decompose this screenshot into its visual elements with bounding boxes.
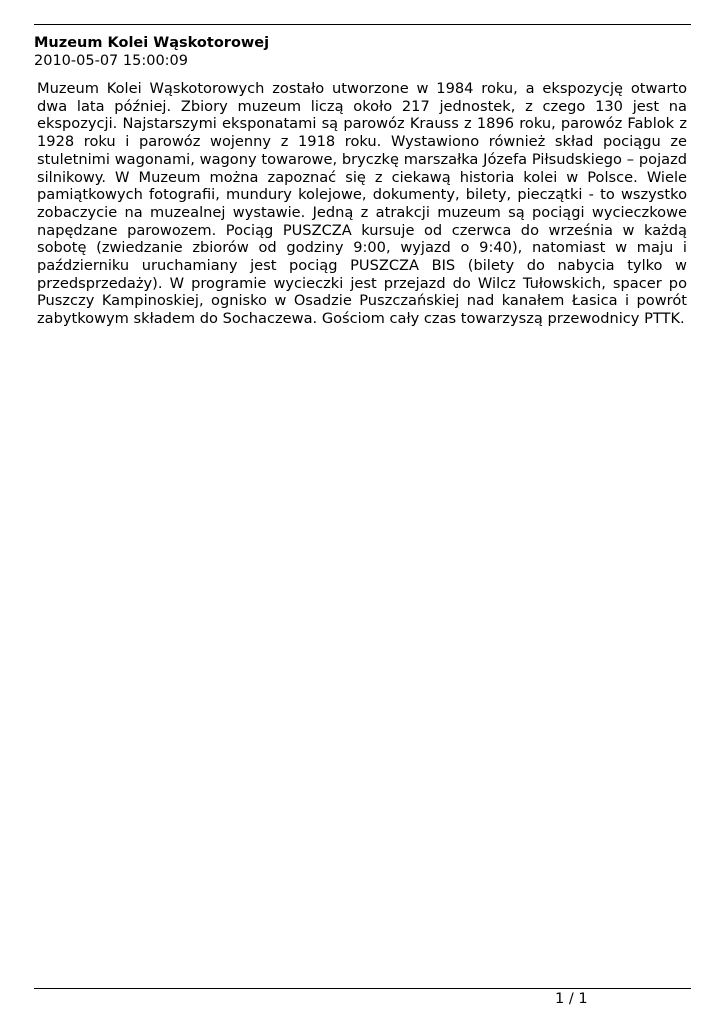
header-divider <box>34 24 691 25</box>
article-date: 2010-05-07 15:00:09 <box>34 53 188 69</box>
footer-divider <box>34 988 691 989</box>
page-number: 1 / 1 <box>555 991 588 1007</box>
article-body: Muzeum Kolei Wąskotorowych zostało utworzone w 1984 roku, a ekspozycję otwarto dwa lata później. Zbiory muzeum liczą około 217 jednostek, z czego 130 jest na ekspozycji. Najstarszymi eksponatami są parowóz Krauss z 1896 roku, parowóz Fablok z 1928 roku i parowóz wojenny z 1918 roku. Wystawiono również skład pociągu ze stuletnimi wagonami, wagony towarowe, bryczkę marszałka Józefa Piłsudskiego – pojazd silnikowy. W Muzeum można zapoznać się z ciekawą historia kolei w Polsce. Wiele pamiątkowych fotografii, mundury kolejowe, dokumenty, bilety, pieczątki - to wszystko zobaczycie na muzealnej wystawie. Jedną z atrakcji muzeum są pociągi wycieczkowe napędzane parowozem. Pociąg PUSZCZA kursuje od czerwca do września w każdą sobotę (zwiedzanie zbiorów od godziny 9:00, wyjazd o 9:40), natomiast w maju i październiku uruchamiany jest pociąg PUSZCZA BIS (bilety do nabycia tylko w przedsprzedaży). W programie wycieczki jest przejazd do Wilcz Tułowskich, spacer po Puszczy Kampinoskiej, ognisko w Osadzie Puszczańskiej nad kanałem Łasica i powrót zabytkowym składem do Sochaczewa. Gościom cały czas towarzyszą przewodnicy PTTK. <box>37 80 687 328</box>
article-title: Muzeum Kolei Wąskotorowej <box>34 35 270 51</box>
